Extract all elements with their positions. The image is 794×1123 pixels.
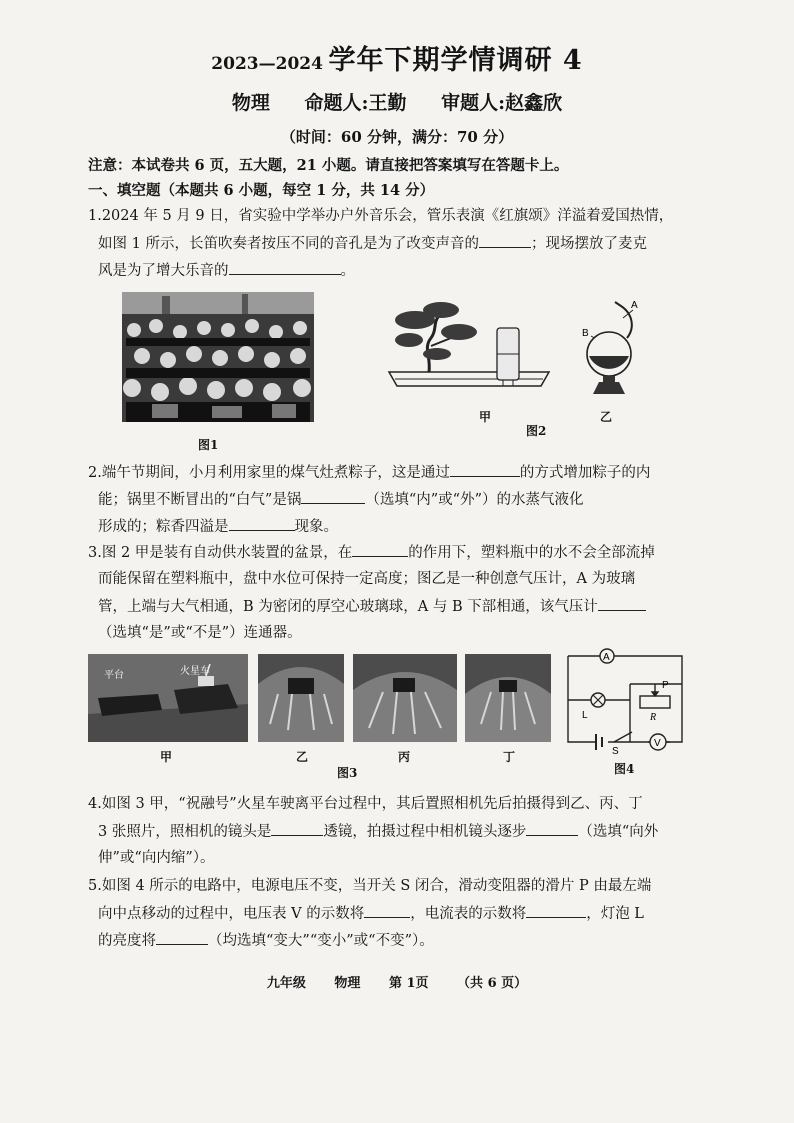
footer-subject: 物理: [334, 976, 361, 991]
fig3-yi-label: 乙: [296, 750, 309, 764]
q5-line-2: [98, 903, 644, 924]
fig2-caption: 图2: [526, 424, 547, 438]
answer-blank[interactable]: [156, 930, 208, 945]
rover-photo-ding-image: [465, 654, 551, 742]
exam-title-text: 学年下期学情调研 4: [328, 45, 583, 76]
q5-text: 的亮度将: [98, 933, 156, 949]
fig1-caption: 图1: [198, 438, 219, 452]
q2-text: 2.端午节期间，小月利用家里的煤气灶煮粽子，这是通过: [88, 465, 450, 481]
notice: [88, 156, 568, 176]
concert-photo: [122, 292, 314, 422]
bulb-label: L: [582, 710, 588, 721]
q5-text: 向中点移动的过程中，电压表 V 的示数将: [98, 906, 365, 922]
footer-grade: 九年级: [266, 976, 306, 991]
answer-blank[interactable]: [526, 821, 578, 836]
q5-text: （均选填“变大”“变小”或“不变”）。: [208, 933, 434, 949]
answer-blank[interactable]: [271, 821, 323, 836]
switch-label: S: [612, 746, 619, 756]
fig2-jia-label: 甲: [479, 410, 492, 424]
answer-blank[interactable]: [479, 233, 531, 248]
voltmeter-label: V: [654, 738, 661, 749]
fig3-bing-label: 丙: [398, 750, 411, 764]
rheostat-label: R: [650, 712, 657, 723]
platform-label: 平台: [104, 670, 124, 681]
answer-blank[interactable]: [229, 516, 295, 531]
q1-line-3: [98, 260, 355, 281]
q4-text: 透镜，拍摄过程中相机镜头逐步: [323, 824, 527, 840]
q2-text: 形成的；粽香四溢是: [98, 519, 229, 535]
q3-line-3: [98, 596, 646, 617]
exam-title: [0, 38, 794, 77]
fig2-label-a: A: [631, 300, 638, 311]
time-info: （时间：60 分钟，满分：70 分）: [280, 128, 514, 146]
page-footer: [0, 972, 794, 991]
exam-subtitle: [0, 88, 794, 115]
q5-line-3: [98, 930, 434, 951]
ammeter-label: A: [603, 652, 610, 663]
mars-photo-bing: [353, 654, 457, 742]
q3-text: 3.图 2 甲是装有自动供水装置的盆景，在: [88, 545, 353, 561]
q4-line-1: 4.如图 3 甲，“祝融号”火星车驶离平台过程中，其后置照相机先后拍摄得到乙、丙、丁: [88, 796, 643, 812]
answer-blank[interactable]: [526, 903, 586, 918]
notice-label: 注意：: [88, 157, 132, 174]
fig3-caption: 图3: [337, 766, 358, 780]
answer-blank[interactable]: [301, 489, 365, 504]
q2-line-1: [88, 462, 650, 483]
slider-label: P: [662, 680, 669, 691]
fig2-diagram: [385, 296, 665, 416]
q1-text: 如图 1 所示，长笛吹奏者按压不同的音孔是为了改变声音的: [98, 236, 479, 252]
q5-text: ，灯泡 L: [586, 906, 644, 922]
q2-text: 能；锅里不断冒出的“白气”是锅: [98, 492, 302, 508]
rover-platform-image: [88, 654, 248, 742]
q3-text: 管，上端与大气相通，B 为密闭的厚空心玻璃球，A 与 B 下部相通，该气压计: [98, 599, 598, 615]
q2-text: 现象。: [294, 519, 338, 535]
answer-blank[interactable]: [598, 596, 646, 611]
q3-text: 的作用下，塑料瓶中的水不会全部流掉: [408, 545, 655, 561]
q5-text: ，电流表的示数将: [410, 906, 527, 922]
q1-line-2: [98, 233, 647, 254]
q1-text: ；现场摆放了麦克: [530, 236, 647, 252]
q4-line-3: 伸”或“向内缩”）。: [98, 850, 215, 866]
q1-text: 。: [340, 263, 355, 279]
mars-rover-platform-photo: [88, 654, 248, 742]
rover-label: 火星车: [180, 666, 210, 677]
fig3-ding-label: 丁: [503, 750, 516, 764]
reviewer-label: 审题人:赵鑫欣: [441, 92, 563, 114]
mars-photo-ding: [465, 654, 551, 742]
author-label: 命题人:王勤: [304, 92, 407, 114]
rover-photo-yi-image: [258, 654, 344, 742]
exam-year: 2023—2024: [211, 54, 323, 74]
q5-line-1: 5.如图 4 所示的电路中，电源电压不变，当开关 S 闭合，滑动变阻器的滑片 P 由最左端: [88, 878, 652, 894]
q2-line-3: [98, 516, 338, 537]
footer-total: （共 6 页）: [457, 976, 528, 991]
q4-text: （选填“向外: [578, 824, 659, 840]
q2-text: （选填“内”或“外”）的水蒸气液化: [365, 492, 584, 508]
q3-line-2: 而能保留在塑料瓶中，盘中水位可保持一定高度；图乙是一种创意气压计，A 为玻璃: [98, 571, 636, 587]
answer-blank[interactable]: [364, 903, 410, 918]
answer-blank[interactable]: [352, 542, 408, 557]
q4-line-2: [98, 821, 658, 842]
notice-text: 本试卷共 6 页，五大题，21 小题。请直接把答案填写在答题卡上。: [131, 157, 569, 174]
fig3-jia-label: 甲: [160, 750, 173, 764]
fig2-yi-label: 乙: [600, 410, 613, 424]
q2-text: 的方式增加粽子的内: [519, 465, 651, 481]
mars-photo-yi: [258, 654, 344, 742]
answer-blank[interactable]: [450, 462, 520, 477]
fig4-caption: 图4: [614, 762, 635, 776]
q1-line-1: 1.2024 年 5 月 9 日，省实验中学举办户外音乐会，管乐表演《红旗颂》洋溢着爱国热情，: [88, 208, 674, 224]
q1-text: 风是为了增大乐音的: [98, 263, 229, 279]
fig2-label-b: B: [582, 328, 589, 339]
rover-photo-bing-image: [353, 654, 457, 742]
subject-label: 物理: [231, 92, 270, 114]
footer-page: 第 1页: [388, 976, 429, 991]
q2-line-2: [98, 489, 583, 510]
answer-blank[interactable]: [229, 260, 341, 275]
q3-line-4: （选填“是”或“不是”）连通器。: [98, 625, 302, 641]
section-heading: 一、填空题（本题共 6 小题，每空 1 分，共 14 分）: [88, 182, 435, 199]
q4-text: 3 张照片，照相机的镜头是: [98, 824, 272, 840]
q3-line-1: [88, 542, 655, 563]
fig4-circuit: [562, 648, 688, 756]
concert-crowd-image: [122, 292, 314, 422]
